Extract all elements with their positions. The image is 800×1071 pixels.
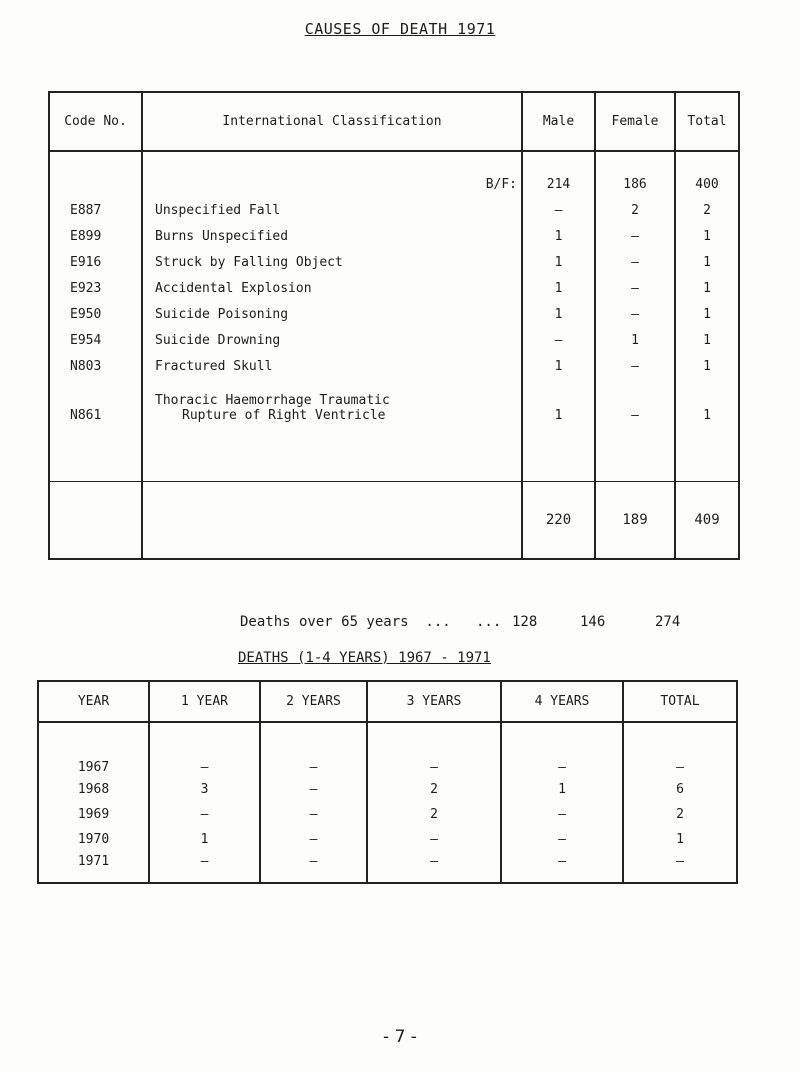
causes-table-header-row (49, 92, 739, 151)
cause-male: 1 (522, 379, 595, 427)
cause-male: 1 (522, 301, 595, 327)
classification-line: Suicide Poisoning (155, 306, 289, 322)
classification-line: Unspecified Fall (155, 202, 281, 218)
classification-line: Suicide Drowning (155, 332, 281, 348)
cause-code: E887 (49, 197, 142, 223)
cause-total: 1 (675, 223, 739, 249)
header-female: Female (595, 92, 675, 151)
table-row (38, 827, 737, 852)
over65-label: Deaths over 65 years ... ... (240, 614, 502, 630)
age-table-cell: 1 (501, 777, 623, 802)
totals-blank-cell (49, 482, 142, 560)
brought-forward-label: B/F: (142, 151, 522, 197)
cause-male: 1 (522, 223, 595, 249)
age-table-cell: – (367, 722, 501, 777)
age-table-header: 4 YEARS (501, 681, 623, 722)
header-code: Code No. (49, 92, 142, 151)
cause-female: – (595, 301, 675, 327)
cause-male: 1 (522, 275, 595, 301)
classification-line: Struck by Falling Object (155, 254, 343, 270)
age-table-cell: 1 (623, 827, 737, 852)
age-table-cell: – (367, 852, 501, 883)
age-table-cell: – (501, 802, 623, 827)
cause-classification (142, 249, 522, 275)
age-table-cell: 1 (149, 827, 260, 852)
age-table-cell: – (260, 827, 367, 852)
cause-female: – (595, 275, 675, 301)
cause-female: 1 (595, 327, 675, 353)
cause-classification (142, 379, 522, 427)
cause-code: N803 (49, 353, 142, 379)
cause-total: 2 (675, 197, 739, 223)
totals-blank-cell (142, 482, 522, 560)
table-row (49, 249, 739, 275)
brought-forward-row (49, 151, 739, 197)
classification-line: Thoracic Haemorrhage Traumatic (155, 393, 390, 408)
cause-female: 2 (595, 197, 675, 223)
over65-total: 274 (655, 614, 681, 630)
age-table-cell: – (501, 722, 623, 777)
table-row (38, 777, 737, 802)
blank-cell (522, 427, 595, 482)
totals-total: 409 (675, 482, 739, 560)
table-row (49, 327, 739, 353)
header-classification: International Classification (142, 92, 522, 151)
age-table-header: 2 YEARS (260, 681, 367, 722)
cause-classification (142, 197, 522, 223)
age-table-cell: 1969 (38, 802, 149, 827)
age-table-cell: – (149, 852, 260, 883)
cause-male: 1 (522, 353, 595, 379)
cause-total: 1 (675, 379, 739, 427)
table-row (49, 301, 739, 327)
cause-classification (142, 353, 522, 379)
age-table-cell: – (149, 722, 260, 777)
age-table-cell: 1968 (38, 777, 149, 802)
table-row (49, 275, 739, 301)
table-row (49, 197, 739, 223)
age-table-title: DEATHS (1-4 YEARS) 1967 - 1971 (238, 650, 491, 666)
classification-line: Rupture of Right Ventricle (182, 408, 386, 423)
age-table-cell: – (501, 827, 623, 852)
cause-total: 1 (675, 249, 739, 275)
cause-classification (142, 223, 522, 249)
cause-male: 1 (522, 249, 595, 275)
cause-female: – (595, 353, 675, 379)
cause-female: – (595, 379, 675, 427)
bf-female: 186 (595, 151, 675, 197)
age-table-header: 3 YEARS (367, 681, 501, 722)
classification-line: Burns Unspecified (155, 228, 289, 244)
age-table-cell: – (367, 827, 501, 852)
age-table-cell: 1971 (38, 852, 149, 883)
totals-female: 189 (595, 482, 675, 560)
age-table-cell: – (623, 852, 737, 883)
table-row (49, 379, 739, 427)
causes-of-death-table (48, 91, 740, 560)
blank-cell (49, 427, 142, 482)
header-total: Total (675, 92, 739, 151)
cause-total: 1 (675, 327, 739, 353)
page-title: CAUSES OF DEATH 1971 (304, 20, 496, 38)
cause-classification (142, 301, 522, 327)
cause-code: E916 (49, 249, 142, 275)
blank-cell (142, 427, 522, 482)
cause-female: – (595, 223, 675, 249)
cause-code: E954 (49, 327, 142, 353)
table-row (38, 722, 737, 777)
age-table-cell: – (260, 852, 367, 883)
cause-female: – (595, 249, 675, 275)
cause-code: E899 (49, 223, 142, 249)
deaths-1-4-years-table (37, 680, 738, 884)
age-table-cell: – (260, 777, 367, 802)
age-table-cell: – (149, 802, 260, 827)
age-table-header: YEAR (38, 681, 149, 722)
cause-total: 1 (675, 353, 739, 379)
age-table-cell: 1970 (38, 827, 149, 852)
blank-row (49, 427, 739, 482)
cause-classification (142, 275, 522, 301)
age-table-header-row (38, 681, 737, 722)
page-number: - 7 - (383, 1027, 417, 1047)
age-table-cell: – (260, 802, 367, 827)
age-table-cell: 3 (149, 777, 260, 802)
age-table-cell: 6 (623, 777, 737, 802)
cause-male: – (522, 197, 595, 223)
over65-female: 146 (580, 614, 606, 630)
classification-line: Accidental Explosion (155, 280, 312, 296)
table-row (38, 852, 737, 883)
bf-total: 400 (675, 151, 739, 197)
age-table-cell: – (260, 722, 367, 777)
cause-code: E950 (49, 301, 142, 327)
cause-male: – (522, 327, 595, 353)
cause-total: 1 (675, 275, 739, 301)
table-row (49, 223, 739, 249)
age-table-cell: – (501, 852, 623, 883)
header-male: Male (522, 92, 595, 151)
over65-male: 128 (512, 614, 538, 630)
totals-male: 220 (522, 482, 595, 560)
blank-cell (595, 427, 675, 482)
table-row (49, 353, 739, 379)
age-table-header: 1 YEAR (149, 681, 260, 722)
cause-total: 1 (675, 301, 739, 327)
totals-row (49, 482, 739, 560)
classification-line: Fractured Skull (155, 358, 273, 374)
cause-classification (142, 327, 522, 353)
age-table-cell: 1967 (38, 722, 149, 777)
age-table-cell: – (623, 722, 737, 777)
age-table-cell: 2 (367, 777, 501, 802)
age-table-cell: 2 (367, 802, 501, 827)
table-row (38, 802, 737, 827)
age-table-header: TOTAL (623, 681, 737, 722)
bf-male: 214 (522, 151, 595, 197)
age-table-cell: 2 (623, 802, 737, 827)
cause-code: E923 (49, 275, 142, 301)
blank-cell (675, 427, 739, 482)
cause-code: N861 (49, 379, 142, 427)
